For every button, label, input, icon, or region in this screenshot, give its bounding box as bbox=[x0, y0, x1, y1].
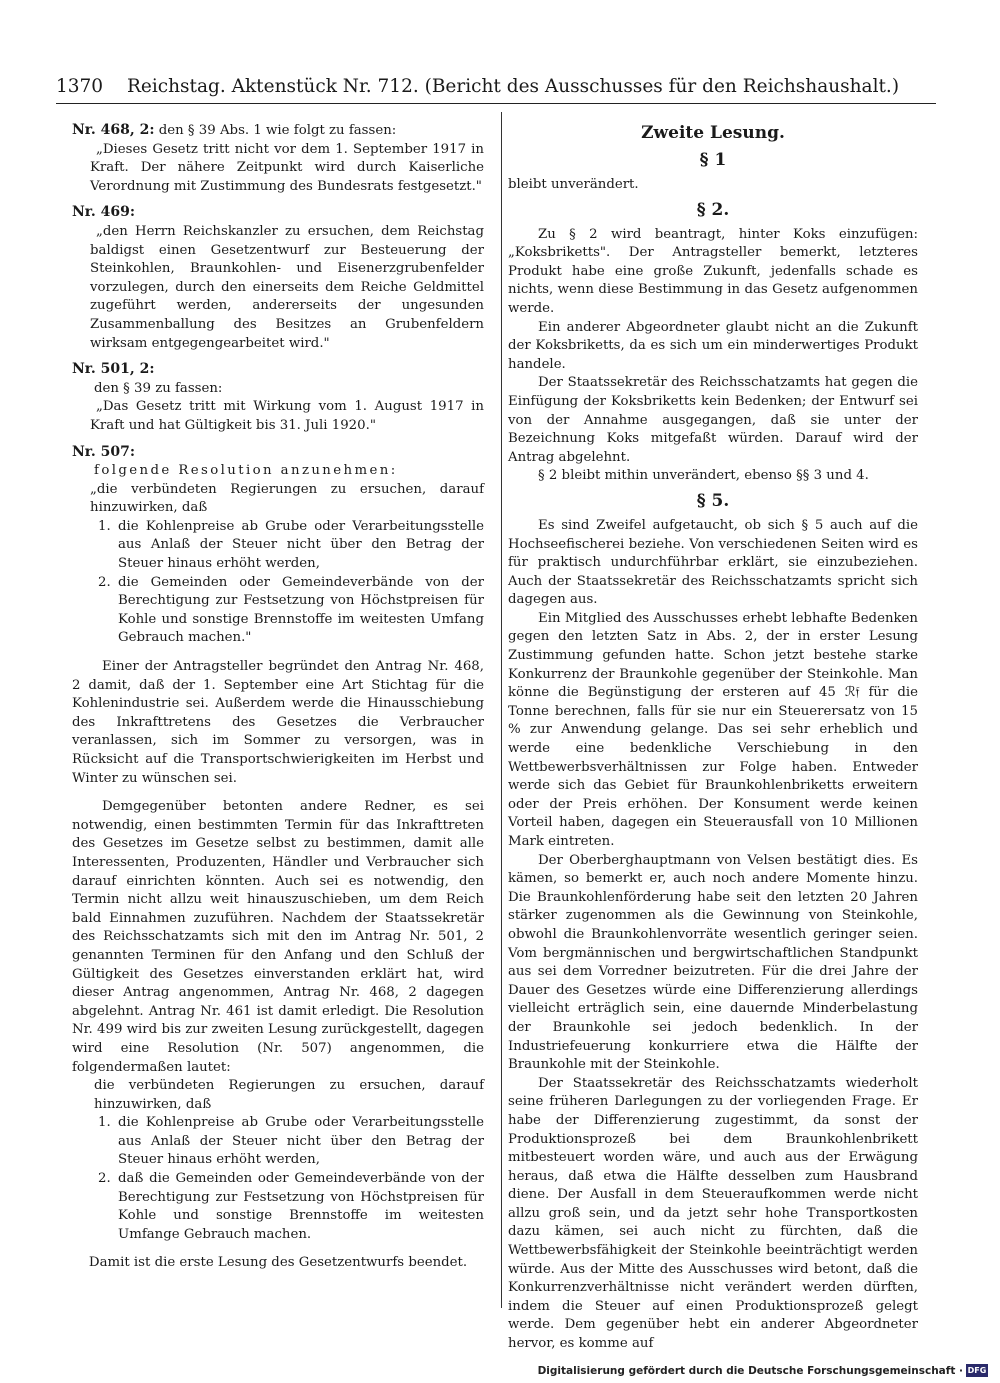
section-1-text: bleibt unverändert. bbox=[508, 177, 639, 192]
page-number: 1370 bbox=[56, 76, 104, 97]
section-2-paragraph: Zu § 2 wird beantragt, hinter Koks einzufügen: „Koksbriketts". Der Antragsteller bemerkt, letzteres Produkt habe eine große Zukunft, jedenfalls schade es nichts, wenn diese Bestimmung in das Gesetz aufgenommen werde. bbox=[508, 226, 918, 316]
list-item: 1. die Kohlenpreise ab Grube oder Verarbeitungsstelle aus Anlaß der Steuer nicht über den Betrag der Steuer hinaus erhöht werden, bbox=[98, 1115, 484, 1168]
nr501-quote: „Das Gesetz tritt mit Wirkung vom 1. August 1917 in Kraft und hat Gültigkeit bis 31. Juli 1920." bbox=[90, 399, 484, 433]
resolution-list bbox=[72, 1114, 484, 1244]
paragraph-counterargument: Demgegenüber betonten andere Redner, es sei notwendig, einen bestimmten Termin für das Inkrafttreten des Gesetzes im Gesetze selbst zu bestimmen, damit alle Interessenten, Produzenten, Händler und Verbraucher sich darauf einrichten könnten. Auch sei es notwendig, den Termin nicht allzu weit hinauszuschieben, um dem Reich bald Einnahmen zuzuführen. Nachdem der Staatssekretär des Reichsschatzamts sich mit den im Antrag Nr. 501, 2 genannten Terminen für den Anfang und den Schluß der Gültigkeit des Gesetzes einverstanden erklärt hat, wird dieser Antrag angenommen, Antrag Nr. 468, 2 dagegen abgelehnt. Antrag Nr. 461 ist damit erledigt. Die Resolution Nr. 499 wird bis zur zweiten Lesung zurückgestellt, dagegen wird eine Resolution (Nr. 507) angenommen, die folgendermaßen lautet: bbox=[72, 799, 484, 1075]
section-2-paragraph: § 2 bleibt mithin unverändert, ebenso §§ 3 und 4. bbox=[538, 468, 869, 484]
nr468-intro: Nr. 468, 2: den § 39 Abs. 1 wie folgt zu fassen: bbox=[72, 122, 397, 138]
closing-line: Damit ist die erste Lesung des Gesetzentwurfs beendet. bbox=[88, 1255, 468, 1271]
section-title-zweite-lesung: Zweite Lesung. bbox=[641, 123, 785, 143]
section-heading-1: § 1 bbox=[699, 150, 727, 170]
section-2-paragraph: Ein anderer Abgeordneter glaubt nicht an die Zukunft der Koksbriketts, da es sich um ein minderwertiges Produkt handele. bbox=[508, 319, 918, 372]
list-item: 2. die Gemeinden oder Gemeindeverbände von der Berechtigung zur Festsetzung von Höchstpreisen für Kohle und sonstige Brennstoffe im weitesten Umfang Gebrauch machen." bbox=[98, 574, 484, 646]
column-divider bbox=[501, 112, 502, 1308]
paragraph-justification: Einer der Antragsteller begründet den Antrag Nr. 468, 2 damit, daß der 1. September eine Art Stichtag für die Kohlenindustrie sei. Außerdem werde die Hinausschiebung des Inkrafttretens des Gesetzes die Verbraucher veranlassen, sich im Sommer zu versorgen, was in Rücksicht auf die Transportschwierigkeiten im Herbst und Winter zu wünschen sei. bbox=[72, 659, 484, 786]
nr507-list bbox=[72, 518, 484, 648]
right-column bbox=[508, 121, 918, 1354]
list-item: 1. die Kohlenpreise ab Grube oder Verarbeitungsstelle aus Anlaß der Steuer nicht über den Betrag der Steuer hinaus erhöht werden, bbox=[98, 518, 484, 572]
section-5-paragraph: Der Oberberghauptmann von Velsen bestätigt dies. Es kämen, so bemerkt er, auch noch andere Momente hinzu. Die Braunkohlenförderung habe seit den letzten 20 Jahren stärker zugenommen als die Gewinnung von Steinkohle, obwohl die Braunkohlenvorräte wesentlich geringer seien. Vom bergmännischen und bergwirtschaftlichen Standpunkt aus sei dem Vorredner beizutreten. Für die drei Jahre der Dauer des Gesetzes würde eine Differenzierung allerdings vielleicht erträglich sein, eine dauernde Minderbelastung der Braunkohle sei jedoch bedenklich. In der Industriefeuerung konkurriere etwa die Hälfte der Braunkohle mit der Steinkohle. bbox=[508, 852, 918, 1073]
nr507-intro: folgende Resolution anzunehmen: bbox=[94, 463, 398, 479]
nr469-quote: „den Herrn Reichskanzler zu ersuchen, dem Reichstag baldigst einen Gesetzentwurf zur Besteuerung der Steinkohlen, Braunkohlen- und Eisenerzgrubenfelder vorzulegen, durch den einerseits dem Reiche Geldmittel zugeführt werden, andererseits der ungesunden Zusammenballung des Besitzes an Grubenfeldern wirksam entgegengearbeitet wird." bbox=[90, 223, 484, 351]
section-2-paragraph: Der Staatssekretär des Reichsschatzamts hat gegen die Einfügung der Koksbriketts kein Bedenken; der Entwurf sei von der Annahme ausgegangen, daß sie unter der Bezeichnung Koks mitgefaßt würden. Darauf wird der Antrag abgelehnt. bbox=[508, 375, 918, 465]
section-heading-5: § 5. bbox=[696, 490, 730, 511]
dfg-logo-icon: DFG bbox=[967, 1366, 987, 1375]
footer-text: Digitalisierung gefördert durch die Deutsche Forschungsgemeinschaft · bbox=[537, 1364, 963, 1377]
section-5-paragraph: Ein Mitglied des Ausschusses erhebt lebhafte Bedenken gegen den letzten Satz in Abs. 2, der in erster Lesung Zustimmung gefunden hatte. Schon jetzt bestehe starke Konkurrenz der Braunkohle gegenüber der Steinkohle. Man könne die Begünstigung der ersteren auf 45 ℛ𝔣 für die Tonne berechnen, falls für sie nur ein Steuerersatz von 15 % zur Anwendung gelange. Das sei sehr erheblich und werde eine bedenkliche Verschiebung in den Wettbewerbsverhältnissen zur Folge haben. Entweder werde sich das Gebiet für Braunkohlenbriketts erweitern oder der Preis erhöhen. Der Konsument werde keinen Vorteil haben, dagegen ein Steuerausfall von 10 Millionen Mark eintreten. bbox=[508, 610, 918, 849]
page-title: Reichstag. Aktenstück Nr. 712. (Bericht des Ausschusses für den Reichshaushalt.) bbox=[126, 76, 900, 97]
nr468-quote: „Dieses Gesetz tritt nicht vor dem 1. September 1917 in Kraft. Der nähere Zeitpunkt wird durch Kaiserliche Verordnung mit Zustimmung des Bundesrats festgesetzt." bbox=[90, 141, 484, 194]
nr507-label: Nr. 507: bbox=[72, 443, 136, 460]
section-heading-2: § 2. bbox=[696, 199, 730, 220]
resolution-intro: die verbündeten Regierungen zu ersuchen, darauf hinzuwirken, daß bbox=[94, 1078, 484, 1112]
header-rule bbox=[56, 103, 936, 104]
nr501-intro: den § 39 zu fassen: bbox=[94, 380, 223, 396]
left-column bbox=[72, 121, 484, 1273]
nr468-label: Nr. 468, 2: bbox=[72, 122, 155, 138]
section-5-paragraph: Es sind Zweifel aufgetaucht, ob sich § 5 auch auf die Hochseefischerei beziehe. Von verschiedenen Seiten wird es für praktisch undurchführbar erklärt, sie einzubeziehen. Auch der Staatssekretär des Reichsschatzamts spricht sich dagegen aus. bbox=[508, 517, 918, 608]
nr507-quote-intro: „die verbündeten Regierungen zu ersuchen, darauf hinzuwirken, daß bbox=[90, 481, 484, 516]
page-header bbox=[56, 74, 936, 100]
list-item: 2. daß die Gemeinden oder Gemeindeverbände von der Berechtigung zur Festsetzung von Höchstpreisen für Kohle und sonstige Brennstoffe im weitesten Umfange Gebrauch machen. bbox=[98, 1171, 484, 1242]
footer-credit bbox=[538, 1364, 988, 1377]
nr501-label: Nr. 501, 2: bbox=[72, 361, 155, 378]
nr469-label: Nr. 469: bbox=[72, 204, 136, 221]
section-5-paragraph: Der Staatssekretär des Reichsschatzamts wiederholt seine früheren Darlegungen zu der vorliegenden Frage. Er habe der Differenzierung zugestimmt, da sonst der Produktionsprozeß bei dem Braunkohlenbrikett mitbesteuert worden wäre, und auch aus der Erwägung heraus, daß etwa die Hälfte desselben zum Hausbrand diene. Der Ausfall in dem Steueraufkommen werde nicht allzu groß sein, und da jetzt sehr hohe Transportkosten dazu kämen, sei auch nicht zu fürchten, daß die Wettbewerbsfähigkeit der Steinkohle beeinträchtigt werden würde. Aus der Mitte des Ausschusses wird betont, daß die Konkurrenzverhältnisse nicht verändert werden dürften, indem die Steuer auf einen Produktionsprozeß gelegt werde. Dem gegenüber hebt ein anderer Abgeordneter hervor, es komme auf bbox=[508, 1075, 918, 1352]
